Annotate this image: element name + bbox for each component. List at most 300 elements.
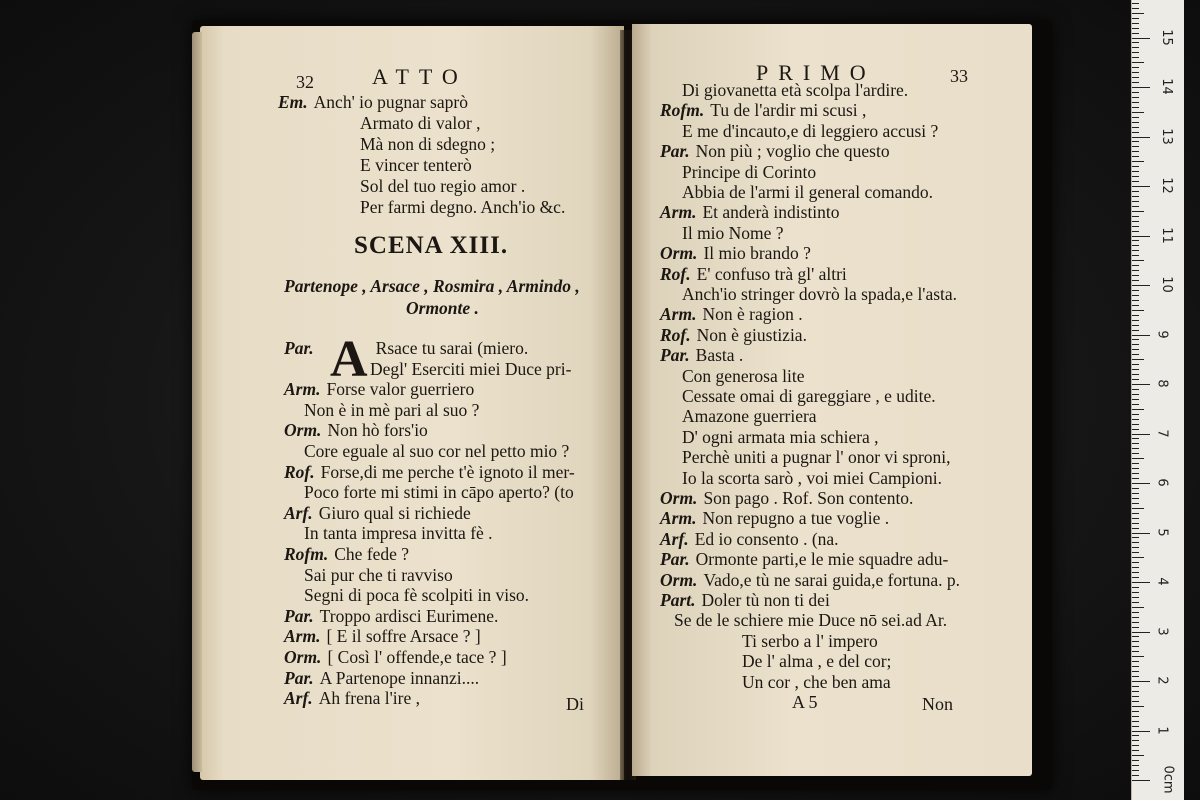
verse-text: Abbia de l'armi il general comando. [682, 182, 933, 202]
dialogue-line [660, 570, 960, 590]
ruler-tick [1132, 33, 1139, 34]
dialogue-line [660, 100, 866, 120]
dialogue-line [284, 420, 428, 440]
ruler-tick [1132, 533, 1150, 534]
ruler-tick [1132, 617, 1139, 618]
ruler-label: 13 [1158, 127, 1174, 145]
ruler-tick [1132, 102, 1139, 103]
verse-text: Forse,di me perche t'è ignoto il mer- [320, 461, 575, 482]
ruler-tick [1132, 602, 1139, 603]
verse-text: Io la scorta sarò , voi miei Campioni. [682, 467, 943, 488]
ruler-label: 1 [1154, 725, 1170, 735]
speaker-label: Arm. [660, 304, 697, 325]
verse-text: Il mio Nome ? [682, 222, 784, 243]
ruler-tick [1132, 463, 1139, 464]
ruler-tick [1132, 399, 1139, 400]
dialogue-line [284, 338, 528, 358]
right-running-head: PRIMO [756, 60, 876, 85]
speaker-label: Par. [284, 605, 314, 626]
ruler-tick [1132, 196, 1139, 197]
verse-text: Non è ragion . [702, 304, 803, 325]
dialogue-line [284, 544, 409, 564]
verse-text: Con generosa lite [682, 365, 805, 386]
ruler-tick [1132, 206, 1139, 207]
ruler-tick [1132, 374, 1139, 375]
speaker-label: Par. [660, 345, 690, 366]
ruler-tick [1132, 597, 1139, 598]
ruler-tick [1132, 666, 1139, 667]
ruler-tick [1132, 686, 1139, 687]
dialogue-line [682, 121, 938, 141]
verse-line [278, 92, 468, 112]
ruler-tick [1132, 137, 1150, 138]
ruler-tick [1132, 592, 1139, 593]
verse-text: Principe di Corinto [682, 161, 817, 182]
ruler-tick [1132, 97, 1139, 98]
ruler-tick [1132, 473, 1139, 474]
signature-mark: A 5 [792, 692, 818, 712]
ruler-tick [1132, 488, 1139, 489]
ruler-tick [1132, 384, 1150, 385]
verse-text: Il mio brando ? [703, 243, 811, 264]
verse-text: Per farmi degno. Anch'io &c. [360, 197, 566, 217]
left-page [200, 26, 624, 780]
dialogue-line [742, 672, 891, 692]
ruler-tick [1132, 176, 1139, 177]
verse-text: Vado,e tù ne sarai guida,e fortuna. p. [703, 569, 961, 590]
verse-text: Doler tù non ti dei [701, 590, 830, 610]
ruler-label: 15 [1158, 28, 1174, 46]
dialogue-line [682, 223, 784, 243]
speaker-label: Orm. [660, 569, 698, 590]
ruler-tick [1132, 636, 1139, 637]
dialogue-line [682, 468, 942, 488]
cast-list-line-2: Ormonte . [406, 298, 479, 318]
speaker-label: Rof. [660, 263, 691, 284]
ruler-tick [1132, 354, 1139, 355]
verse-text: Giuro qual si richiede [318, 502, 471, 523]
dialogue-line [284, 688, 420, 708]
ruler-tick [1132, 77, 1139, 78]
ruler-tick [1132, 681, 1150, 682]
ruler-tick [1132, 72, 1139, 73]
cast-list-line-1: Partenope , Arsace , Rosmira , Armindo , [284, 276, 580, 296]
speaker-label: Arf. [284, 688, 313, 709]
ruler-tick [1132, 518, 1139, 519]
ruler-tick [1132, 67, 1139, 68]
verse-text: Non è giustizia. [696, 324, 807, 345]
measuring-ruler [1131, 0, 1184, 800]
dialogue-line [284, 606, 498, 626]
ruler-tick [1132, 513, 1139, 514]
dialogue-line [660, 243, 811, 263]
ruler-tick [1132, 542, 1139, 543]
ruler-tick [1132, 315, 1139, 316]
dialogue-line [682, 406, 817, 426]
verse-text: Cessate omai di gareggiare , e udite. [682, 386, 936, 406]
ruler-tick [1132, 305, 1139, 306]
ruler-label: 10 [1158, 276, 1174, 293]
ruler-tick [1132, 641, 1139, 642]
ruler-label: 7 [1154, 428, 1170, 438]
ruler-tick [1132, 231, 1139, 232]
ruler-tick [1132, 552, 1139, 553]
speaker-label: Arf. [660, 528, 689, 549]
ruler-tick [1132, 537, 1139, 538]
ruler-tick [1132, 656, 1144, 657]
verse-text: Tu de l'ardir mi scusi , [710, 100, 867, 121]
ruler-tick [1132, 498, 1139, 499]
drop-cap: A [330, 331, 368, 388]
dialogue-line [304, 400, 479, 420]
ruler-tick [1132, 424, 1139, 425]
ruler-tick [1132, 671, 1139, 672]
dialogue-line [674, 610, 947, 630]
speaker-label: Part. [660, 590, 696, 610]
ruler-tick [1132, 359, 1144, 360]
ruler-tick [1132, 23, 1139, 24]
dialogue-line [304, 585, 529, 605]
ruler-tick [1132, 483, 1150, 484]
verse-line [360, 155, 472, 175]
ruler-tick [1132, 706, 1144, 707]
ruler-tick [1132, 171, 1139, 172]
ruler-tick [1132, 92, 1139, 93]
scene-title: SCENA XIII. [354, 232, 509, 259]
ruler-tick [1132, 478, 1139, 479]
verse-text: Non hò fors'io [327, 420, 428, 441]
dialogue-line [660, 264, 847, 284]
ruler-label: 11 [1158, 226, 1174, 244]
ruler-tick [1132, 295, 1139, 296]
verse-text: Anch' io pugnar saprò [313, 92, 468, 112]
ruler-tick [1132, 453, 1139, 454]
verse-text: E vincer tenterò [360, 155, 472, 175]
ruler-tick [1132, 523, 1139, 524]
dialogue-line [660, 141, 890, 161]
ruler-label: 6 [1154, 478, 1170, 487]
ruler-tick [1132, 572, 1139, 573]
ruler-tick [1132, 87, 1150, 88]
verse-text: Son pago . Rof. Son contento. [703, 488, 914, 508]
ruler-tick [1132, 646, 1139, 647]
ruler-tick [1132, 716, 1139, 717]
ruler-tick [1132, 627, 1139, 628]
ruler-tick [1132, 191, 1139, 192]
dialogue-line [742, 631, 878, 651]
ruler-tick [1132, 379, 1139, 380]
verse-text: De l' alma , e del cor; [742, 651, 892, 672]
verse-text: Che fede ? [334, 544, 410, 564]
ruler-tick [1132, 632, 1150, 633]
dialogue-line [682, 80, 908, 100]
ruler-label: 0cm [1160, 765, 1176, 794]
ruler-tick [1132, 528, 1139, 529]
ruler-tick [1132, 42, 1139, 43]
dialogue-line [682, 182, 933, 202]
ruler-tick [1132, 577, 1139, 578]
ruler-tick [1132, 731, 1150, 732]
ruler-tick [1132, 735, 1139, 736]
ruler-tick [1132, 443, 1139, 444]
ruler-tick [1132, 339, 1139, 340]
verse-text: Segni di poca fè scolpiti in viso. [304, 585, 530, 606]
ruler-tick [1132, 349, 1139, 350]
ruler-tick [1132, 661, 1139, 662]
verse-text: A Partenope innanzi.... [319, 667, 480, 688]
ruler-tick [1132, 290, 1139, 291]
ruler-label: 8 [1154, 379, 1170, 388]
verse-text: Et anderà indistinto [702, 202, 840, 223]
ruler-tick [1132, 82, 1139, 83]
ruler-tick [1132, 404, 1139, 405]
ruler-tick [1132, 52, 1139, 53]
ruler-tick [1132, 438, 1139, 439]
verse-line [360, 197, 565, 217]
dialogue-line [660, 508, 889, 528]
dialogue-line [660, 202, 840, 222]
ruler-tick [1132, 409, 1144, 410]
dialogue-line [304, 441, 569, 461]
dialogue-line [660, 304, 803, 324]
ruler-tick [1132, 161, 1144, 162]
speaker-label: Rof. [284, 461, 315, 482]
dialogue-line [284, 626, 481, 646]
dialogue-line [304, 482, 574, 502]
ruler-tick [1132, 468, 1139, 469]
ruler-tick [1132, 285, 1150, 286]
ruler-tick [1132, 429, 1139, 430]
dialogue-line [660, 325, 807, 345]
ruler-tick [1132, 557, 1144, 558]
ruler-tick [1132, 458, 1144, 459]
speaker-label: Orm. [284, 647, 322, 667]
verse-text: [ E il soffre Arsace ? ] [326, 626, 481, 647]
ruler-tick [1132, 47, 1139, 48]
ruler-tick [1132, 221, 1139, 222]
ruler-tick [1132, 508, 1144, 509]
ruler-tick [1132, 250, 1139, 251]
left-catchword: Di [566, 694, 584, 714]
verse-text: E' confuso trà gl' altri [696, 263, 847, 284]
verse-text: Ti serbo a l' impero [742, 630, 878, 651]
ruler-tick [1132, 740, 1139, 741]
ruler-tick [1132, 18, 1139, 19]
ruler-tick [1132, 156, 1139, 157]
ruler-label: 2 [1154, 676, 1170, 685]
ruler-tick [1132, 275, 1139, 276]
ruler-tick [1132, 320, 1139, 321]
ruler-tick [1132, 696, 1139, 697]
ruler-tick [1132, 582, 1150, 583]
verse-text: Di giovanetta età scolpa l'ardire. [682, 80, 909, 100]
ruler-tick [1132, 181, 1139, 182]
verse-text: Non è in mè pari al suo ? [304, 399, 480, 420]
speaker-label: Arm. [660, 508, 697, 529]
ruler-label: 4 [1154, 577, 1170, 586]
ruler-tick [1132, 587, 1139, 588]
right-page-number: 33 [950, 66, 968, 86]
ruler-tick [1132, 240, 1139, 241]
dialogue-line [304, 523, 493, 543]
ruler-label: 14 [1158, 78, 1174, 95]
ruler-tick [1132, 186, 1150, 187]
speaker-label: Arf. [284, 502, 313, 523]
speaker-label: Rofm. [660, 100, 705, 121]
ruler-tick [1132, 701, 1139, 702]
verse-text: [ Così l' offende,e tace ? ] [327, 647, 507, 667]
ruler-tick [1132, 567, 1139, 568]
ruler-label: 12 [1158, 177, 1174, 194]
ruler-tick [1132, 612, 1139, 613]
ruler-label: 9 [1154, 329, 1170, 339]
dialogue-line [660, 529, 839, 549]
verse-text: Amazone guerriera [682, 406, 817, 427]
verse-text: Forse valor guerriero [326, 379, 475, 400]
verse-text: Mà non di sdegno ; [360, 134, 496, 154]
speaker-label: Orm. [660, 243, 698, 264]
verse-text: Ed io consento . (na. [694, 528, 839, 549]
verse-text: E me d'incauto,e di leggiero accusi ? [682, 120, 939, 141]
ruler-tick [1132, 503, 1139, 504]
verse-text: Rsace tu sarai (miero. [375, 338, 529, 358]
ruler-tick [1132, 127, 1139, 128]
verse-text: D' ogni armata mia schiera , [682, 426, 879, 447]
verse-text: Armato di valor , [360, 113, 481, 133]
dialogue-line [660, 549, 948, 569]
left-running-head: ATTO [372, 64, 468, 89]
dialogue-line [682, 386, 936, 406]
ruler-tick [1132, 8, 1139, 9]
ruler-tick [1132, 280, 1139, 281]
ruler-tick [1132, 201, 1139, 202]
right-catchword: Non [922, 694, 953, 714]
ruler-tick [1132, 780, 1150, 781]
ruler-tick [1132, 330, 1139, 331]
dialogue-line [284, 379, 474, 399]
ruler-tick [1132, 651, 1139, 652]
verse-text: Perchè uniti a pugnar l' onor vi sproni, [682, 447, 951, 468]
ruler-tick [1132, 750, 1139, 751]
verse-text: Basta . [695, 345, 744, 366]
ruler-tick [1132, 394, 1139, 395]
ruler-tick [1132, 3, 1139, 4]
ruler-tick [1132, 755, 1144, 756]
ruler-tick [1132, 325, 1139, 326]
ruler-tick [1132, 770, 1139, 771]
ruler-tick [1132, 146, 1139, 147]
ruler-tick [1132, 300, 1139, 301]
ruler-tick [1132, 721, 1139, 722]
ruler-tick [1132, 260, 1144, 261]
dialogue-line [284, 668, 479, 688]
verse-text: Sol del tuo regio amor . [360, 176, 526, 196]
ruler-tick [1132, 745, 1139, 746]
verse-line [360, 113, 481, 133]
verse-text: Anch'io stringer dovrò la spada,e l'asta. [682, 284, 958, 304]
ruler-tick [1132, 364, 1139, 365]
ruler-tick [1132, 265, 1139, 266]
ruler-tick [1132, 310, 1144, 311]
dialogue-line [660, 488, 913, 508]
verse-text: Sai pur che ti ravviso [304, 564, 453, 585]
dialogue-line [682, 162, 816, 182]
speaker-label: Par. [660, 549, 690, 570]
ruler-tick [1132, 562, 1139, 563]
ruler-tick [1132, 775, 1139, 776]
ruler-tick [1132, 760, 1139, 761]
ruler-tick [1132, 765, 1139, 766]
dialogue-line [682, 427, 879, 447]
speaker-label: Orm. [660, 488, 698, 508]
ruler-tick [1132, 245, 1139, 246]
dialogue-line [284, 503, 471, 523]
dialogue-line [660, 590, 830, 610]
speaker-label: Em. [278, 92, 308, 112]
ruler-tick [1132, 691, 1139, 692]
ruler-tick [1132, 434, 1150, 435]
ruler-tick [1132, 141, 1139, 142]
dialogue-line [284, 647, 507, 667]
ruler-tick [1132, 38, 1150, 39]
ruler-tick [1132, 112, 1144, 113]
ruler-tick [1132, 711, 1139, 712]
ruler-tick [1132, 419, 1139, 420]
verse-line [360, 176, 525, 196]
dialogue-line [682, 447, 951, 467]
dialogue-line [682, 366, 804, 386]
speaker-label: Arm. [284, 626, 321, 647]
ruler-tick [1132, 448, 1139, 449]
dialogue-line [742, 651, 891, 671]
ruler-tick [1132, 236, 1150, 237]
verse-text: Troppo ardisci Eurimene. [319, 605, 499, 626]
ruler-tick [1132, 414, 1139, 415]
ruler-tick [1132, 270, 1139, 271]
ruler-tick [1132, 226, 1139, 227]
dialogue-line [370, 359, 571, 379]
speaker-label: Par. [660, 141, 690, 162]
verse-text: Non repugno a tue voglie . [702, 508, 890, 529]
ruler-tick [1132, 122, 1139, 123]
verse-text: Un cor , che ben ama [742, 671, 891, 692]
ruler-tick [1132, 107, 1139, 108]
ruler-tick [1132, 117, 1139, 118]
ruler-tick [1132, 151, 1139, 152]
ruler-tick [1132, 211, 1144, 212]
ruler-tick [1132, 622, 1139, 623]
ruler-tick [1132, 166, 1139, 167]
ruler-tick [1132, 62, 1144, 63]
ruler-tick [1132, 13, 1144, 14]
ruler-label: 5 [1154, 527, 1170, 537]
verse-text: Poco forte mi stimi in cāpo aperto? (to [304, 482, 574, 503]
dialogue-line [660, 345, 743, 365]
ruler-tick [1132, 547, 1139, 548]
verse-text: Non più ; voglio che questo [695, 141, 890, 162]
verse-text: In tanta impresa invitta fè . [304, 523, 493, 544]
ruler-tick [1132, 255, 1139, 256]
speaker-label: Rof. [660, 324, 691, 345]
dialogue-line [284, 462, 575, 482]
verse-text: Ormonte parti,e le mie squadre adu- [695, 549, 949, 570]
dialogue-line [304, 565, 453, 585]
dialogue-line [682, 284, 957, 304]
right-page [632, 24, 1032, 776]
ruler-tick [1132, 726, 1139, 727]
ruler-tick [1132, 607, 1144, 608]
verse-text: Core eguale al suo cor nel petto mio ? [304, 441, 570, 461]
